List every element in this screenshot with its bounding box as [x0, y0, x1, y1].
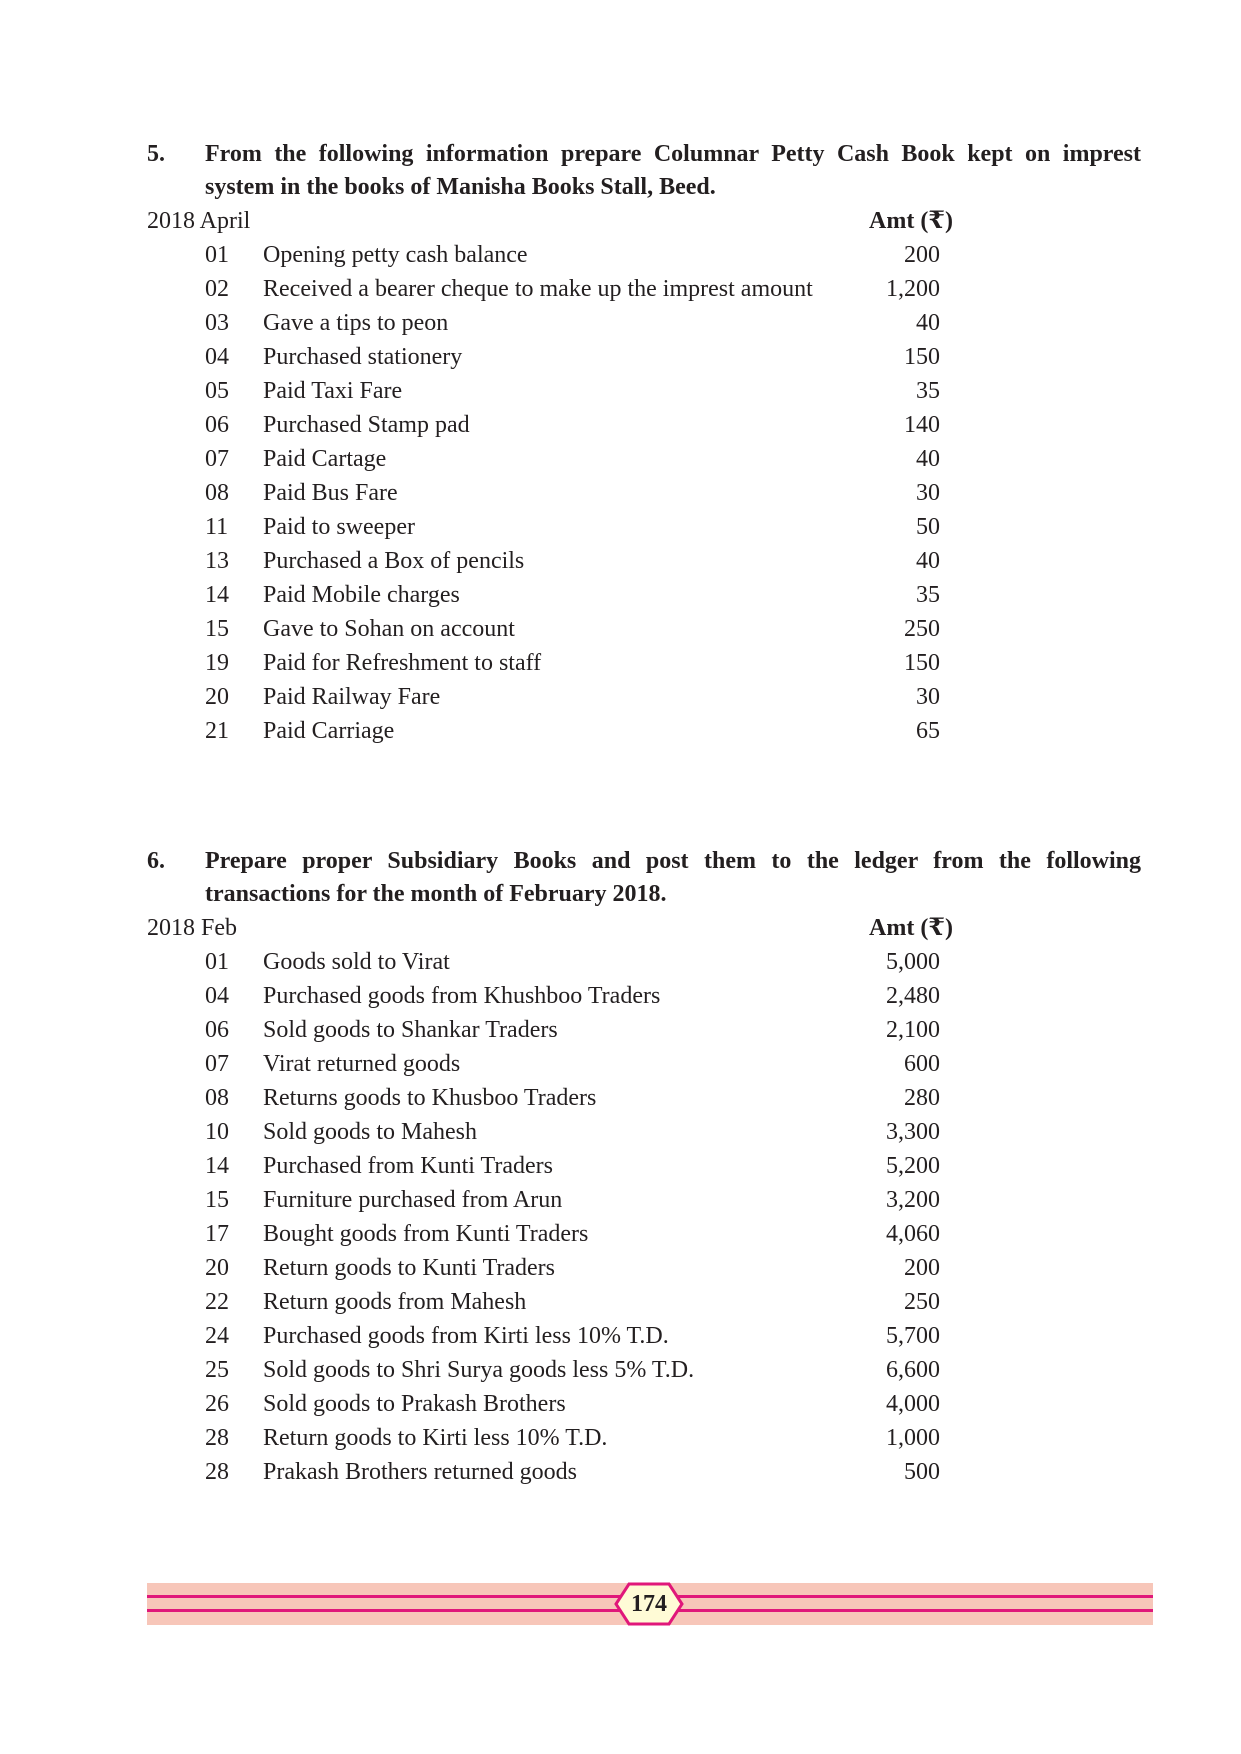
question-6-amount-header: Amt (₹)	[869, 915, 953, 941]
question-6	[147, 845, 1141, 1489]
transaction-day: 20	[205, 684, 229, 710]
transaction-day: 05	[205, 378, 229, 404]
transaction-row	[147, 979, 1141, 1013]
transaction-amount: 200	[904, 1255, 940, 1281]
transaction-amount: 3,200	[886, 1187, 940, 1213]
transaction-description: Sold goods to Shri Surya goods less 5% T.D.	[263, 1357, 695, 1383]
transaction-amount: 4,000	[886, 1391, 940, 1417]
transaction-day: 08	[205, 480, 229, 506]
question-6-transactions	[147, 945, 1141, 1489]
page-number: 174	[631, 1591, 667, 1617]
transaction-amount: 600	[904, 1051, 940, 1077]
transaction-amount: 150	[904, 344, 940, 370]
transaction-day: 13	[205, 548, 229, 574]
transaction-row	[147, 1285, 1141, 1319]
transaction-day: 04	[205, 983, 229, 1009]
transaction-amount: 5,200	[886, 1153, 940, 1179]
transaction-day: 17	[205, 1221, 229, 1247]
transaction-row	[147, 945, 1141, 979]
transaction-day: 11	[205, 514, 229, 540]
transaction-row	[147, 1251, 1141, 1285]
transaction-day: 24	[205, 1323, 229, 1349]
transaction-description: Virat returned goods	[263, 1051, 461, 1077]
transaction-row	[147, 1421, 1141, 1455]
transaction-amount: 65	[916, 718, 940, 744]
transaction-row	[147, 544, 1141, 578]
transaction-row	[147, 510, 1141, 544]
transaction-amount: 250	[904, 1289, 940, 1315]
transaction-description: Gave a tips to peon	[263, 310, 449, 336]
transaction-description: Paid Railway Fare	[263, 684, 441, 710]
transaction-amount: 2,480	[886, 983, 940, 1009]
transaction-description: Furniture purchased from Arun	[263, 1187, 563, 1213]
transaction-description: Purchased goods from Kirti less 10% T.D.	[263, 1323, 669, 1349]
transaction-day: 25	[205, 1357, 229, 1383]
transaction-row	[147, 714, 1141, 748]
transaction-description: Bought goods from Kunti Traders	[263, 1221, 589, 1247]
transaction-day: 06	[205, 412, 229, 438]
transaction-day: 22	[205, 1289, 229, 1315]
transaction-amount: 40	[916, 310, 940, 336]
transaction-description: Purchased goods from Khushboo Traders	[263, 983, 661, 1009]
transaction-description: Purchased a Box of pencils	[263, 548, 525, 574]
transaction-amount: 140	[904, 412, 940, 438]
transaction-description: Sold goods to Shankar Traders	[263, 1017, 558, 1043]
transaction-description: Paid Taxi Fare	[263, 378, 403, 404]
transaction-day: 07	[205, 446, 229, 472]
transaction-day: 01	[205, 949, 229, 975]
transaction-row	[147, 238, 1141, 272]
transaction-amount: 6,600	[886, 1357, 940, 1383]
transaction-row	[147, 1183, 1141, 1217]
transaction-row	[147, 1217, 1141, 1251]
transaction-day: 14	[205, 1153, 229, 1179]
transaction-row	[147, 1353, 1141, 1387]
transaction-amount: 150	[904, 650, 940, 676]
transaction-day: 14	[205, 582, 229, 608]
question-5-period: 2018 April	[147, 208, 251, 234]
transaction-description: Prakash Brothers returned goods	[263, 1459, 577, 1485]
transaction-row	[147, 1455, 1141, 1489]
transaction-row	[147, 1047, 1141, 1081]
transaction-row	[147, 442, 1141, 476]
question-5	[147, 138, 1141, 748]
question-5-transactions	[147, 238, 1141, 748]
transaction-row	[147, 272, 1141, 306]
transaction-day: 01	[205, 242, 229, 268]
transaction-day: 04	[205, 344, 229, 370]
transaction-day: 07	[205, 1051, 229, 1077]
transaction-day: 06	[205, 1017, 229, 1043]
question-6-number: 6.	[147, 848, 165, 874]
transaction-row	[147, 612, 1141, 646]
transaction-description: Paid Mobile charges	[263, 582, 460, 608]
transaction-description: Received a bearer cheque to make up the imprest amount	[263, 276, 813, 302]
question-6-period: 2018 Feb	[147, 915, 237, 941]
transaction-amount: 35	[916, 582, 940, 608]
transaction-amount: 3,300	[886, 1119, 940, 1145]
transaction-day: 10	[205, 1119, 229, 1145]
question-5-amount-header: Amt (₹)	[869, 208, 953, 234]
transaction-day: 20	[205, 1255, 229, 1281]
transaction-day: 15	[205, 616, 229, 642]
transaction-description: Opening petty cash balance	[263, 242, 528, 268]
transaction-description: Purchased from Kunti Traders	[263, 1153, 553, 1179]
transaction-row	[147, 646, 1141, 680]
transaction-row	[147, 1149, 1141, 1183]
transaction-row	[147, 1081, 1141, 1115]
transaction-row	[147, 680, 1141, 714]
transaction-day: 02	[205, 276, 229, 302]
transaction-description: Paid Carriage	[263, 718, 395, 744]
transaction-amount: 280	[904, 1085, 940, 1111]
question-5-heading	[147, 138, 1141, 204]
transaction-day: 15	[205, 1187, 229, 1213]
transaction-row	[147, 1319, 1141, 1353]
page-number-badge	[614, 1581, 684, 1627]
transaction-row	[147, 1013, 1141, 1047]
question-6-text: Prepare proper Subsidiary Books and post them to the ledger from the following transactions for the month of February 2018.	[205, 848, 1141, 907]
transaction-day: 28	[205, 1425, 229, 1451]
transaction-description: Sold goods to Mahesh	[263, 1119, 478, 1145]
transaction-row	[147, 1387, 1141, 1421]
transaction-row	[147, 408, 1141, 442]
transaction-day: 26	[205, 1391, 229, 1417]
transaction-amount: 5,700	[886, 1323, 940, 1349]
transaction-amount: 200	[904, 242, 940, 268]
transaction-description: Return goods to Kunti Traders	[263, 1255, 556, 1281]
transaction-amount: 5,000	[886, 949, 940, 975]
transaction-amount: 50	[916, 514, 940, 540]
transaction-description: Sold goods to Prakash Brothers	[263, 1391, 566, 1417]
transaction-day: 19	[205, 650, 229, 676]
transaction-row	[147, 476, 1141, 510]
transaction-row	[147, 1115, 1141, 1149]
transaction-row	[147, 306, 1141, 340]
transaction-day: 21	[205, 718, 229, 744]
transaction-description: Paid Cartage	[263, 446, 387, 472]
question-5-table-header	[147, 204, 1141, 238]
transaction-description: Paid Bus Fare	[263, 480, 398, 506]
transaction-description: Goods sold to Virat	[263, 949, 450, 975]
transaction-description: Purchased stationery	[263, 344, 463, 370]
transaction-description: Purchased Stamp pad	[263, 412, 470, 438]
question-5-number: 5.	[147, 141, 165, 167]
transaction-amount: 1,000	[886, 1425, 940, 1451]
transaction-amount: 4,060	[886, 1221, 940, 1247]
question-6-table-header	[147, 911, 1141, 945]
transaction-amount: 2,100	[886, 1017, 940, 1043]
transaction-day: 08	[205, 1085, 229, 1111]
transaction-description: Gave to Sohan on account	[263, 616, 515, 642]
transaction-row	[147, 578, 1141, 612]
transaction-row	[147, 374, 1141, 408]
transaction-amount: 500	[904, 1459, 940, 1485]
transaction-description: Returns goods to Khusboo Traders	[263, 1085, 597, 1111]
transaction-day: 03	[205, 310, 229, 336]
question-5-text: From the following information prepare Columnar Petty Cash Book kept on imprest system in the books of Manisha Books Stall, Beed.	[205, 141, 1141, 200]
transaction-amount: 40	[916, 446, 940, 472]
transaction-description: Return goods from Mahesh	[263, 1289, 527, 1315]
transaction-amount: 35	[916, 378, 940, 404]
transaction-row	[147, 340, 1141, 374]
transaction-description: Paid for Refreshment to staff	[263, 650, 542, 676]
transaction-day: 28	[205, 1459, 229, 1485]
transaction-amount: 30	[916, 480, 940, 506]
question-6-heading	[147, 845, 1141, 911]
transaction-description: Return goods to Kirti less 10% T.D.	[263, 1425, 608, 1451]
transaction-amount: 40	[916, 548, 940, 574]
transaction-amount: 1,200	[886, 276, 940, 302]
transaction-description: Paid to sweeper	[263, 514, 415, 540]
transaction-amount: 30	[916, 684, 940, 710]
transaction-amount: 250	[904, 616, 940, 642]
